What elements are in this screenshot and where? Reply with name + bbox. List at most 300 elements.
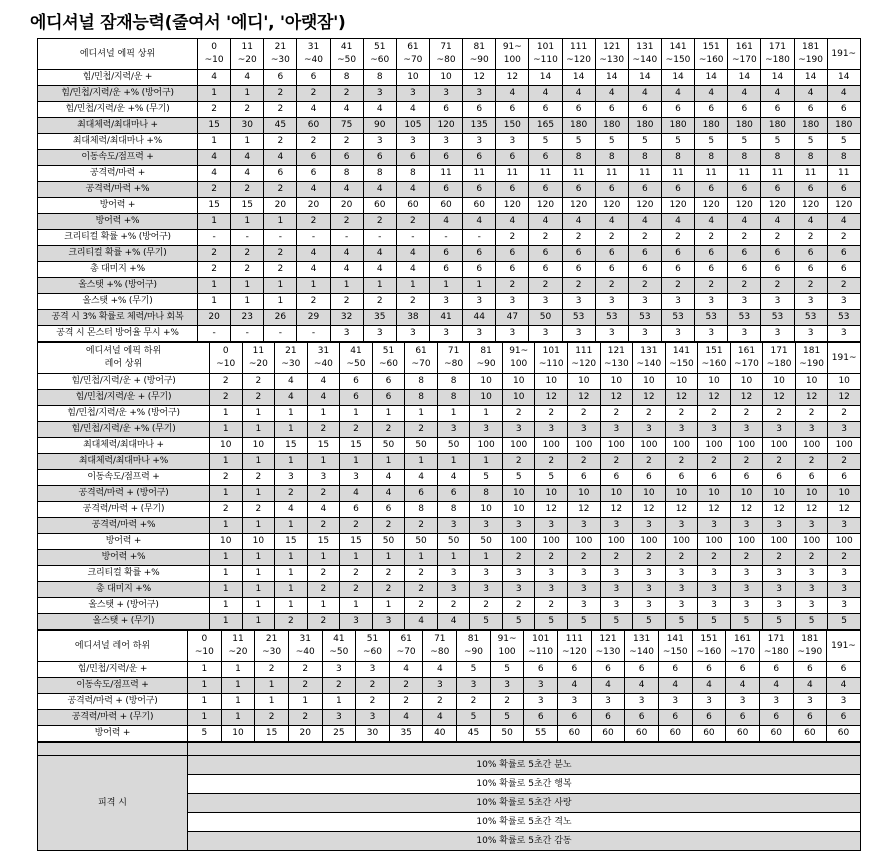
level-range-header xyxy=(795,343,828,374)
stat-value: 2 xyxy=(633,454,666,470)
stat-value: 2 xyxy=(795,406,828,422)
stat-value: 3 xyxy=(633,518,666,534)
level-range-header xyxy=(363,39,396,70)
level-range-end: ~40 xyxy=(313,359,333,369)
stat-value: - xyxy=(231,230,264,246)
level-range-end: ~180 xyxy=(765,55,790,65)
stat-value: 3 xyxy=(661,294,694,310)
stat-value: 2 xyxy=(356,694,390,710)
stat-value: 15 xyxy=(231,198,264,214)
stat-value: 60 xyxy=(363,198,396,214)
stat-value: 11 xyxy=(562,166,595,182)
stat-value: 53 xyxy=(827,310,860,326)
level-range-header xyxy=(665,343,698,374)
stat-value: 120 xyxy=(529,198,562,214)
stat-value: 35 xyxy=(389,726,423,742)
stat-value: 3 xyxy=(600,582,633,598)
stat-value: 1 xyxy=(188,694,222,710)
stat-value: 3 xyxy=(728,294,761,310)
level-range-start: 121 xyxy=(607,346,625,356)
stat-value: 3 xyxy=(665,582,698,598)
level-range-header xyxy=(437,343,470,374)
stat-value: 10 xyxy=(429,70,462,86)
stat-value: 6 xyxy=(763,470,796,486)
stat-value: 10 xyxy=(242,534,275,550)
stat-value: 6 xyxy=(529,150,562,166)
stat-value: 6 xyxy=(795,470,828,486)
level-range-start: 51 xyxy=(366,634,379,644)
stat-value: 6 xyxy=(794,262,827,278)
level-range-start: 151 xyxy=(700,634,718,644)
stat-value: 1 xyxy=(340,598,373,614)
stat-value: 35 xyxy=(363,310,396,326)
level-range-start: 51 xyxy=(374,42,386,52)
stat-value: 45 xyxy=(264,118,297,134)
level-range-start: 0 xyxy=(222,346,229,356)
level-range-header xyxy=(396,39,429,70)
stat-value: 1 xyxy=(363,278,396,294)
stat-label: 공격 시 3% 확률로 체력/마나 회복 xyxy=(38,310,198,326)
stat-value: 1 xyxy=(340,406,373,422)
table-row xyxy=(38,134,861,150)
stat-value: 12 xyxy=(763,502,796,518)
stat-value: 100 xyxy=(502,438,535,454)
stat-value: 4 xyxy=(275,374,308,390)
level-range-end: ~160 xyxy=(696,647,722,657)
stat-value: 6 xyxy=(562,246,595,262)
stat-value: 6 xyxy=(297,166,330,182)
stat-value: 100 xyxy=(633,438,666,454)
level-range-start: 81 xyxy=(480,346,492,356)
level-range-end: ~110 xyxy=(528,647,554,657)
stat-value: 150 xyxy=(496,118,529,134)
stat-value: 50 xyxy=(490,726,524,742)
stat-value: 5 xyxy=(529,134,562,150)
stat-value: 6 xyxy=(496,262,529,278)
stat-value: - xyxy=(264,326,297,342)
stat-value: 3 xyxy=(496,294,529,310)
stat-value: 2 xyxy=(600,550,633,566)
stat-label: 올스탯 +% (방어구) xyxy=(38,278,198,294)
stat-value: 105 xyxy=(396,118,429,134)
stat-label: 힘/민첩/지력/운 + xyxy=(38,70,198,86)
stat-value: 6 xyxy=(429,262,462,278)
stat-value: 100 xyxy=(730,438,763,454)
level-range-start: 181 xyxy=(803,346,821,356)
stat-value: 3 xyxy=(730,582,763,598)
stat-value: 3 xyxy=(470,422,503,438)
level-range-header xyxy=(429,39,462,70)
level-range-start: 41 xyxy=(333,634,345,644)
stat-value: 3 xyxy=(363,326,396,342)
stat-value: 38 xyxy=(396,310,429,326)
level-range-header xyxy=(322,631,356,662)
stat-value: 20 xyxy=(297,198,330,214)
stat-value: 60 xyxy=(759,726,793,742)
stat-value: 10 xyxy=(396,70,429,86)
stat-value: 1 xyxy=(275,406,308,422)
stat-value: 4 xyxy=(794,214,827,230)
level-range-start: 141 xyxy=(666,634,684,644)
level-range-header xyxy=(695,39,728,70)
stat-value: 3 xyxy=(429,326,462,342)
stat-value: 2 xyxy=(763,454,796,470)
stat-value: 6 xyxy=(661,246,694,262)
stat-value: 6 xyxy=(665,470,698,486)
stat-value: 3 xyxy=(763,598,796,614)
stat-value: 10 xyxy=(470,502,503,518)
stat-value: 14 xyxy=(661,70,694,86)
stat-value: 2 xyxy=(198,246,231,262)
stat-label: 방어력 + xyxy=(38,198,198,214)
stat-value: 4 xyxy=(558,678,592,694)
stat-value: 2 xyxy=(264,102,297,118)
stat-value: 29 xyxy=(297,310,330,326)
stat-value: - xyxy=(429,230,462,246)
stat-value: 2 xyxy=(198,262,231,278)
stat-value: 180 xyxy=(827,118,860,134)
level-range-header xyxy=(595,39,628,70)
stat-value: 3 xyxy=(595,294,628,310)
level-range-end: ~80 xyxy=(444,359,464,369)
stat-value: 14 xyxy=(728,70,761,86)
stat-value: 11 xyxy=(496,166,529,182)
stat-value: 1 xyxy=(307,406,340,422)
level-range-end: ~10 xyxy=(216,359,236,369)
stat-value: 3 xyxy=(795,598,828,614)
stat-value: 3 xyxy=(535,422,568,438)
stat-value: 10 xyxy=(600,486,633,502)
stat-value: 14 xyxy=(761,70,794,86)
stat-value: 5 xyxy=(698,614,731,630)
stat-value: 135 xyxy=(463,118,496,134)
stat-value: 1 xyxy=(255,694,289,710)
stat-value: 6 xyxy=(529,182,562,198)
level-range-start: 181 xyxy=(801,634,819,644)
stat-value: 2 xyxy=(264,134,297,150)
stat-value: 3 xyxy=(396,134,429,150)
table-row xyxy=(38,166,861,182)
level-range-header xyxy=(264,39,297,70)
stat-value: 5 xyxy=(490,710,524,726)
stat-value: 2 xyxy=(763,550,796,566)
stat-value: 6 xyxy=(595,102,628,118)
level-range-header xyxy=(463,39,496,70)
stat-label: 크리티컬 확률 +% (방어구) xyxy=(38,230,198,246)
stat-value: 3 xyxy=(524,694,558,710)
stat-value: 4 xyxy=(372,486,405,502)
stat-value: 20 xyxy=(330,198,363,214)
stat-value: 6 xyxy=(558,662,592,678)
stat-value: 2 xyxy=(363,294,396,310)
stat-value: 8 xyxy=(470,486,503,502)
stat-value: 2 xyxy=(307,582,340,598)
stat-value: 2 xyxy=(210,502,243,518)
stat-value: 4 xyxy=(297,246,330,262)
stat-value: 4 xyxy=(275,502,308,518)
stat-value: 180 xyxy=(628,118,661,134)
stat-value: 4 xyxy=(628,214,661,230)
stat-value: 10 xyxy=(828,486,861,502)
stat-value: 4 xyxy=(628,86,661,102)
stat-value: 6 xyxy=(827,710,861,726)
stat-value: 3 xyxy=(625,694,659,710)
level-range-header xyxy=(658,631,692,662)
stat-value: 4 xyxy=(307,374,340,390)
stat-value: 60 xyxy=(793,726,827,742)
stat-value: 4 xyxy=(363,102,396,118)
stat-value: 14 xyxy=(562,70,595,86)
table-row xyxy=(38,486,861,502)
stat-label: 힘/민첩/지력/운 + (무기) xyxy=(38,390,210,406)
stat-value: 2 xyxy=(794,230,827,246)
level-range-end: ~60 xyxy=(370,55,390,65)
stat-value: 10 xyxy=(763,486,796,502)
stat-value: 4 xyxy=(340,486,373,502)
stat-value: 1 xyxy=(307,598,340,614)
stat-value: 3 xyxy=(356,710,390,726)
stat-value: 4 xyxy=(429,214,462,230)
stat-value: 6 xyxy=(529,262,562,278)
stat-value: 32 xyxy=(330,310,363,326)
stat-value: 1 xyxy=(231,294,264,310)
stat-value: 2 xyxy=(231,246,264,262)
stat-value: 10 xyxy=(795,374,828,390)
stat-value: 6 xyxy=(794,102,827,118)
stat-value: 5 xyxy=(763,614,796,630)
level-range-end: ~160 xyxy=(698,55,724,65)
stat-value: 12 xyxy=(600,390,633,406)
stat-value: 53 xyxy=(695,310,728,326)
stat-value: 2 xyxy=(210,374,243,390)
stat-value: 6 xyxy=(340,374,373,390)
stat-value: 1 xyxy=(275,422,308,438)
stat-value: 2 xyxy=(535,598,568,614)
stat-value: 2 xyxy=(372,422,405,438)
stat-value: 12 xyxy=(633,502,666,518)
stat-value: 2 xyxy=(356,678,390,694)
level-range-end: ~60 xyxy=(363,647,383,657)
stat-value: 1 xyxy=(210,406,243,422)
level-range-header xyxy=(470,343,503,374)
stat-value: 3 xyxy=(730,518,763,534)
level-range-end: ~70 xyxy=(396,647,416,657)
stat-value: 1 xyxy=(429,278,462,294)
stat-value: 2 xyxy=(340,518,373,534)
stat-value: 4 xyxy=(275,390,308,406)
stat-value: 11 xyxy=(463,166,496,182)
stat-value: 120 xyxy=(562,198,595,214)
stat-value: 3 xyxy=(763,518,796,534)
table-row xyxy=(38,614,861,630)
stat-value: 3 xyxy=(595,326,628,342)
stat-value: 3 xyxy=(665,598,698,614)
stat-value: 2 xyxy=(372,566,405,582)
stat-value: 10 xyxy=(698,486,731,502)
stat-value: 1 xyxy=(231,278,264,294)
level-range-end: ~180 xyxy=(763,647,789,657)
stat-value: 3 xyxy=(396,86,429,102)
table-row xyxy=(38,246,861,262)
stat-value: 3 xyxy=(437,582,470,598)
stat-value: 4 xyxy=(231,150,264,166)
stat-value: 3 xyxy=(502,582,535,598)
stat-value: 3 xyxy=(695,294,728,310)
stat-value: 6 xyxy=(591,662,625,678)
stat-value: 10 xyxy=(763,374,796,390)
stat-value: 2 xyxy=(600,406,633,422)
level-range-end: ~140 xyxy=(629,647,655,657)
stat-value: 23 xyxy=(231,310,264,326)
stat-value: 8 xyxy=(405,374,438,390)
stat-value: 3 xyxy=(761,326,794,342)
stat-value: 1 xyxy=(275,582,308,598)
stat-label: 방어력 +% xyxy=(38,214,198,230)
stat-label: 힘/민첩/지력/운 + xyxy=(38,662,188,678)
stat-value: 15 xyxy=(275,534,308,550)
level-range-start: 51 xyxy=(382,346,395,356)
stat-value: 2 xyxy=(396,214,429,230)
stat-value: 2 xyxy=(595,230,628,246)
stat-value: 11 xyxy=(529,166,562,182)
stat-value: 3 xyxy=(761,294,794,310)
table-row xyxy=(38,726,861,742)
stat-value: 5 xyxy=(470,614,503,630)
level-range-start: 191~ xyxy=(831,640,856,651)
stat-value: 50 xyxy=(372,438,405,454)
level-range-header xyxy=(502,343,535,374)
stat-value: 3 xyxy=(429,134,462,150)
stat-value: 6 xyxy=(562,102,595,118)
stat-value: 6 xyxy=(827,262,860,278)
stat-value: 120 xyxy=(628,198,661,214)
stat-value: 4 xyxy=(437,470,470,486)
stat-value: 53 xyxy=(794,310,827,326)
stat-value: 6 xyxy=(628,182,661,198)
stat-value: 3 xyxy=(568,582,601,598)
stat-label: 힘/민첩/지력/운 + (방어구) xyxy=(38,374,210,390)
stat-value: 1 xyxy=(437,406,470,422)
stat-value: 6 xyxy=(728,262,761,278)
stat-value: 30 xyxy=(231,118,264,134)
level-range-header xyxy=(535,343,568,374)
level-range-end: ~110 xyxy=(533,55,558,65)
stat-value: 6 xyxy=(794,246,827,262)
stat-value: 30 xyxy=(356,726,390,742)
stat-value: 12 xyxy=(568,390,601,406)
stat-value: 3 xyxy=(340,470,373,486)
stat-value: 4 xyxy=(496,86,529,102)
level-range-start: 191~ xyxy=(831,48,857,59)
stat-value: 15 xyxy=(198,118,231,134)
stat-value: 6 xyxy=(429,150,462,166)
stat-value: 14 xyxy=(529,70,562,86)
level-range-start: 171 xyxy=(767,634,785,644)
stat-value: 2 xyxy=(363,214,396,230)
stat-value: 2 xyxy=(210,390,243,406)
stat-value: 1 xyxy=(242,454,275,470)
stat-value: 2 xyxy=(763,406,796,422)
level-range-header xyxy=(242,343,275,374)
stat-value: 3 xyxy=(728,326,761,342)
stat-value: 14 xyxy=(628,70,661,86)
level-range-start: 11 xyxy=(241,42,253,52)
stat-value: 6 xyxy=(568,470,601,486)
stat-value: 3 xyxy=(698,582,731,598)
stat-value: 5 xyxy=(470,470,503,486)
stat-value: 8 xyxy=(405,390,438,406)
stat-value: 6 xyxy=(340,390,373,406)
stat-value: 2 xyxy=(730,454,763,470)
stat-value: 6 xyxy=(793,662,827,678)
level-range-end: ~110 xyxy=(538,359,564,369)
stat-value: 6 xyxy=(761,262,794,278)
stat-value: 3 xyxy=(600,422,633,438)
stat-value: 1 xyxy=(288,694,322,710)
level-range-start: 101 xyxy=(532,634,550,644)
level-range-header xyxy=(633,343,666,374)
level-range-end: ~170 xyxy=(731,55,757,65)
stat-value: 2 xyxy=(529,278,562,294)
stat-value: 6 xyxy=(692,710,726,726)
stat-value: 120 xyxy=(429,118,462,134)
stat-value: 10 xyxy=(600,374,633,390)
stat-value: 1 xyxy=(210,566,243,582)
stat-value: 6 xyxy=(628,262,661,278)
level-range-header xyxy=(389,631,423,662)
stat-value: 2 xyxy=(330,214,363,230)
stat-value: 50 xyxy=(405,438,438,454)
stat-value: 4 xyxy=(827,678,861,694)
table-row xyxy=(38,198,861,214)
stat-value: 50 xyxy=(529,310,562,326)
stat-value: 4 xyxy=(423,710,457,726)
stat-value: 1 xyxy=(221,662,255,678)
stat-value: 2 xyxy=(496,278,529,294)
level-range-end: ~30 xyxy=(281,359,301,369)
stat-value: 3 xyxy=(828,518,861,534)
stat-value: 3 xyxy=(437,566,470,582)
stat-value: 1 xyxy=(198,294,231,310)
stat-value: 6 xyxy=(794,182,827,198)
stat-value: 2 xyxy=(307,614,340,630)
stat-value: 8 xyxy=(661,150,694,166)
level-range-start: 31 xyxy=(299,634,311,644)
stat-value: 4 xyxy=(389,662,423,678)
stat-value: 40 xyxy=(423,726,457,742)
table-row xyxy=(38,102,861,118)
level-range-end: ~20 xyxy=(237,55,257,65)
stat-value: 3 xyxy=(763,422,796,438)
stat-value: 10 xyxy=(535,486,568,502)
stat-value: 8 xyxy=(363,70,396,86)
stat-value: 5 xyxy=(595,134,628,150)
level-range-end: ~130 xyxy=(599,55,625,65)
potential-tables xyxy=(37,38,860,851)
stat-value: 4 xyxy=(496,214,529,230)
stat-value: 8 xyxy=(695,150,728,166)
stat-label: 공격력/마력 + xyxy=(38,166,198,182)
stat-value: 10 xyxy=(470,374,503,390)
section-header-line: 에디셔널 에픽 상위 xyxy=(79,48,156,59)
stat-value: 15 xyxy=(198,198,231,214)
level-range-end: ~20 xyxy=(248,359,268,369)
stat-value: 5 xyxy=(502,614,535,630)
stat-label: 공격력/마력 +% xyxy=(38,182,198,198)
stat-value: 6 xyxy=(429,182,462,198)
stat-value: 5 xyxy=(661,134,694,150)
stat-value: 2 xyxy=(264,86,297,102)
